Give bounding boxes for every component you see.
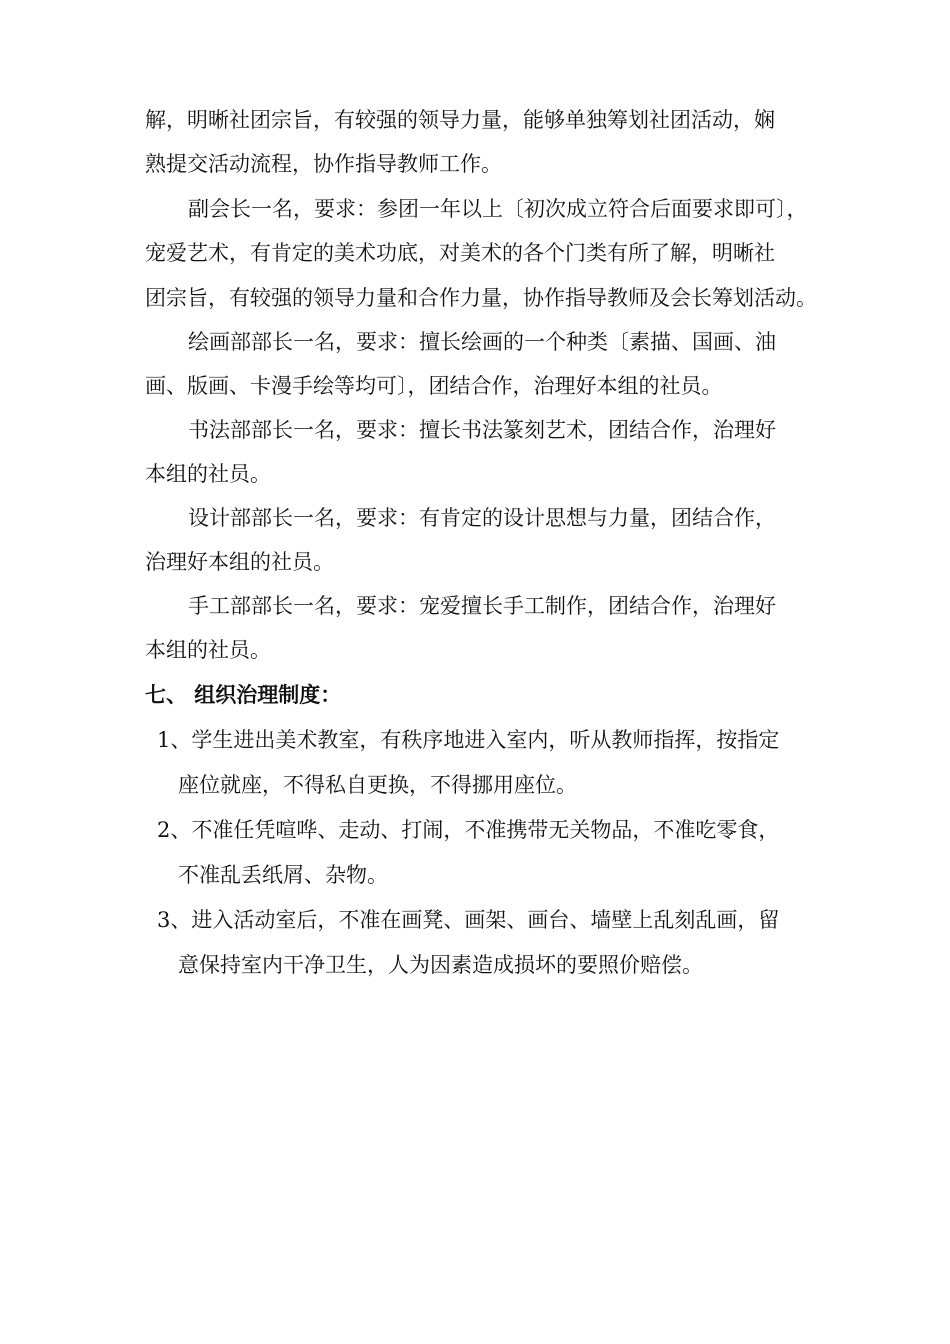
paragraph-line: 治理好本组的社员。	[145, 550, 334, 574]
paragraph-line: 团宗旨，有较强的领导力量和合作力量，协作指导教师及会长筹划活动。	[145, 286, 817, 310]
paragraph-line: 书法部部长一名，要求：擅长书法篆刻艺术，团结合作，治理好	[188, 418, 776, 442]
rule-item: 2、不准任凭喧哗、走动、打闹，不准携带无关物品，不准吃零食，	[157, 818, 780, 842]
paragraph-line: 手工部部长一名，要求：宠爱擅长手工制作，团结合作，治理好	[188, 594, 776, 618]
rule-item: 3、进入活动室后，不准在画凳、画架、画台、墙壁上乱刻乱画，留	[157, 908, 780, 932]
paragraph-line: 本组的社员。	[145, 462, 271, 486]
rule-item: 1、学生进出美术教室，有秩序地进入室内，听从教师指挥，按指定	[157, 728, 780, 752]
paragraph-line: 副会长一名，要求：参团一年以上〔初次成立符合后面要求即可〕，	[188, 197, 808, 221]
paragraph-line: 绘画部部长一名，要求：擅长绘画的一个种类〔素描、国画、油	[188, 330, 776, 354]
rule-item-continuation: 不准乱丢纸屑、杂物。	[178, 863, 388, 887]
paragraph-line: 设计部部长一名，要求：有肯定的设计思想与力量，团结合作，	[188, 506, 776, 530]
paragraph-line: 解，明晰社团宗旨，有较强的领导力量，能够单独筹划社团活动，娴	[145, 108, 775, 132]
paragraph-line: 本组的社员。	[145, 638, 271, 662]
paragraph-line: 画、版画、卡漫手绘等均可〕，团结合作，治理好本组的社员。	[145, 374, 723, 398]
paragraph-line: 宠爱艺术，有肯定的美术功底，对美术的各个门类有所了解，明晰社	[145, 241, 775, 265]
paragraph-line: 熟提交活动流程，协作指导教师工作。	[145, 152, 502, 176]
section-heading: 七、 组织治理制度：	[145, 683, 342, 707]
rule-item-continuation: 座位就座，不得私自更换，不得挪用座位。	[178, 773, 577, 797]
rule-item-continuation: 意保持室内干净卫生，人为因素造成损坏的要照价赔偿。	[178, 953, 703, 977]
